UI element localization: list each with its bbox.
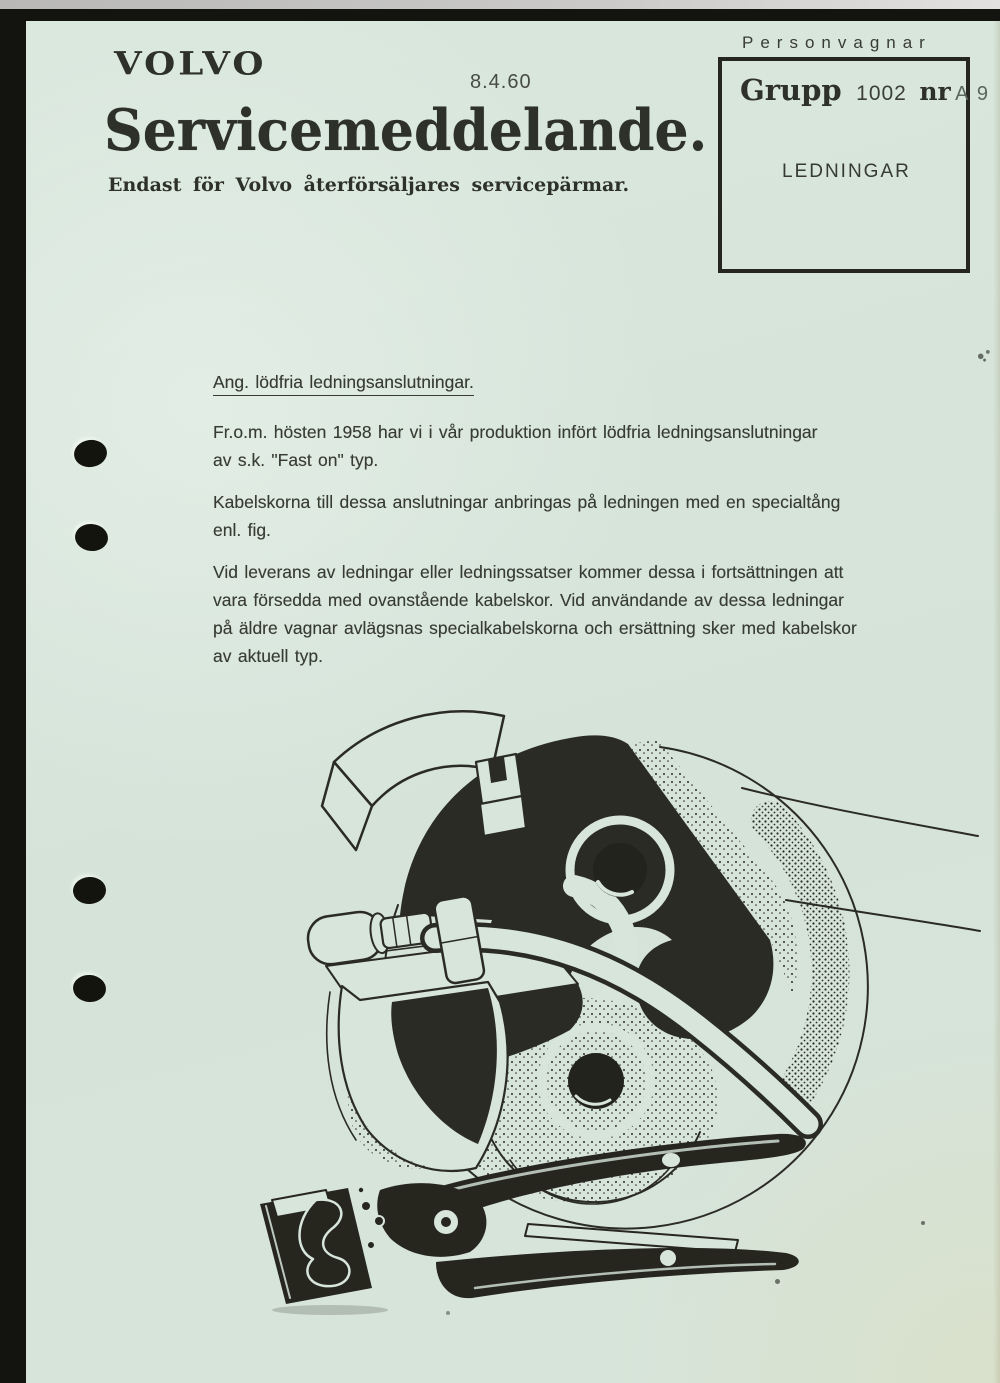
volvo-logo: VOLVO bbox=[114, 45, 267, 83]
group-number: 1002 bbox=[856, 82, 907, 105]
body-heading: Ang. lödfria ledningsanslutningar. bbox=[213, 368, 923, 396]
group-label: Grupp bbox=[740, 73, 842, 107]
page-title: Servicemeddelande. bbox=[104, 97, 708, 164]
section-label: LEDNINGAR bbox=[782, 161, 911, 182]
paragraph-3: Vid leverans av ledningar eller ledningssatser kommer dessa i fortsättningen att vara försedda med ovanstående kabelskor. Vid användande av dessa ledningar på äldre vagnar avlägsnas specialkabelskorna och ersättning sker med kabelskor av aktuell typ. bbox=[213, 562, 857, 666]
nr-value: A 9 bbox=[955, 83, 991, 105]
paragraph-1: Fr.o.m. hösten 1958 har vi i vår produktion infört lödfria ledningsanslutningar av s.k. "Fast on" typ. bbox=[213, 422, 818, 470]
group-line bbox=[740, 73, 990, 107]
category-label: Personvagnar bbox=[742, 33, 932, 52]
page-subtitle: Endast för Volvo återförsäljares servicepärmar. bbox=[108, 174, 630, 196]
ink-smudge bbox=[976, 345, 992, 364]
document-date: 8.4.60 bbox=[470, 71, 532, 93]
crimping-tool-figure bbox=[230, 700, 990, 1340]
scanner-edge bbox=[0, 0, 1000, 9]
body-text bbox=[213, 368, 923, 684]
dust-speck bbox=[775, 1279, 780, 1284]
paper-edge-shading bbox=[993, 21, 1000, 1383]
punch-hole-1 bbox=[72, 438, 108, 469]
nr-label: nr bbox=[919, 77, 951, 106]
group-box bbox=[718, 57, 991, 273]
punch-hole-4 bbox=[72, 974, 107, 1004]
punch-hole-3 bbox=[72, 876, 107, 905]
paper-sheet bbox=[26, 21, 1000, 1383]
dust-speck bbox=[921, 1221, 925, 1225]
dust-speck bbox=[446, 1311, 450, 1315]
paragraph-2: Kabelskorna till dessa anslutningar anbringas på ledningen med en specialtång enl. fig. bbox=[213, 492, 841, 540]
punch-hole-2 bbox=[74, 522, 110, 552]
